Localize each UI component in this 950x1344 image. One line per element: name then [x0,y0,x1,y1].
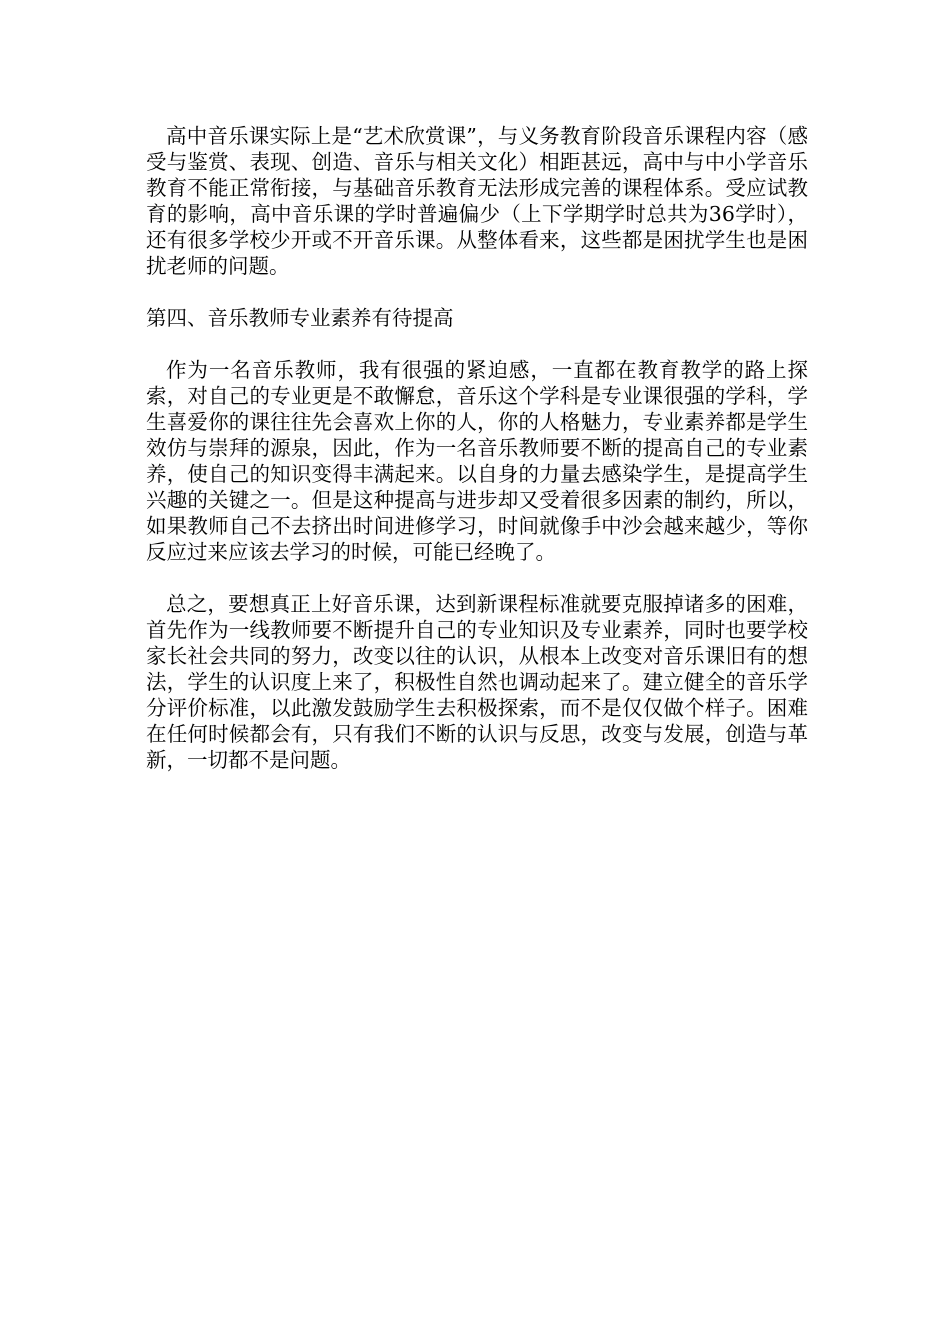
document-body [146,123,808,799]
paragraph-teacher-urgency: 作为一名音乐教师，我有很强的紧迫感，一直都在教育教学的路上探索，对自己的专业更是不敢懈怠，音乐这个学科是专业课很强的学科，学生喜爱你的课往往先会喜欢上你的人，你的人格魅力，专业素养都是学生效仿与崇拜的源泉，因此，作为一名音乐教师要不断的提高自己的专业素养，使自己的知识变得丰满起来。以自身的力量去感染学生，是提高学生兴趣的关键之一。但是这种提高与进步却又受着很多因素的制约，所以，如果教师自己不去挤出时间进修学习，时间就像手中沙会越来越少，等你反应过来应该去学习的时候，可能已经晚了。 [146,358,808,564]
paragraph-conclusion: 总之，要想真正上好音乐课，达到新课程标准就要克服掉诸多的困难，首先作为一线教师要不断提升自己的专业知识及专业素养，同时也要学校家长社会共同的努力，改变以往的认识，从根本上改变对音乐课旧有的想法，学生的认识度上来了，积极性自然也调动起来了。建立健全的音乐学分评价标准，以此激发鼓励学生去积极探索，而不是仅仅做个样子。困难在任何时候都会有，只有我们不断的认识与反思，改变与发展，创造与革新，一切都不是问题。 [146,592,808,772]
paragraph-curriculum-gap: 高中音乐课实际上是“艺术欣赏课”，与义务教育阶段音乐课程内容（感受与鉴赏、表现、创造、音乐与相关文化）相距甚远，高中与中小学音乐教育不能正常衔接，与基础音乐教育无法形成完善的课程体系。受应试教育的影响，高中音乐课的学时普遍偏少（上下学期学时总共为36学时），还有很多学校少开或不开音乐课。从整体看来，这些都是困扰学生也是困扰老师的问题。 [146,124,808,278]
section-heading-teacher-quality: 第四、音乐教师专业素养有待提高 [146,306,454,330]
